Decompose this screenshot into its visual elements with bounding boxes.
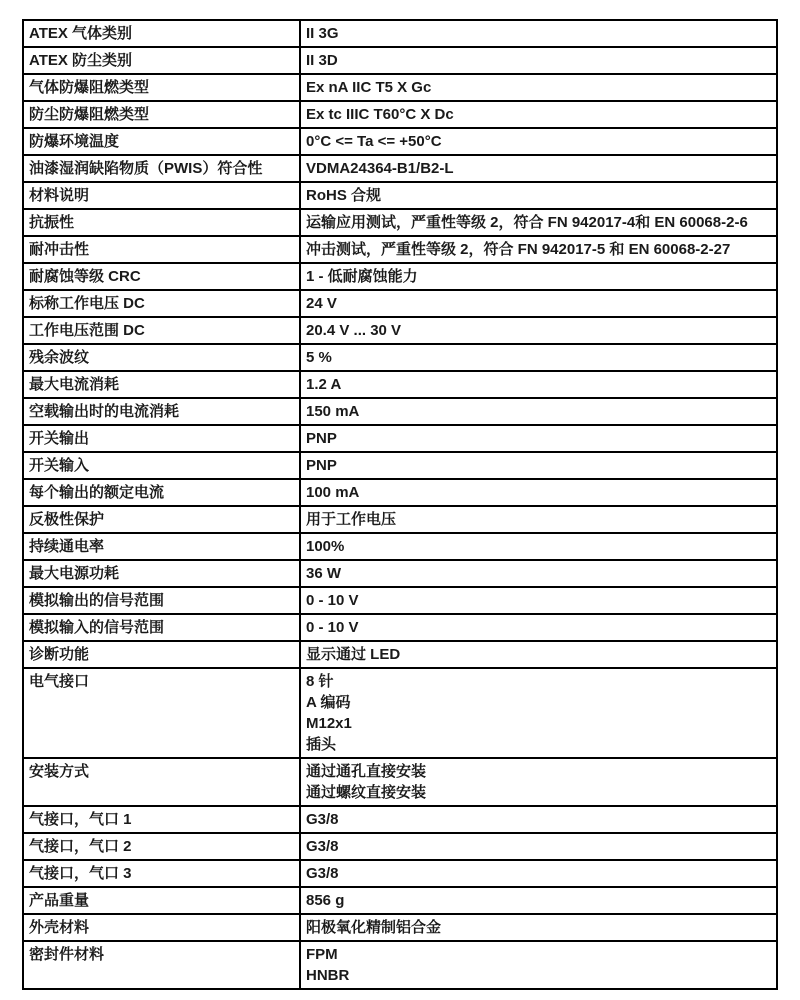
spec-value bbox=[300, 317, 777, 344]
spec-row bbox=[23, 887, 777, 914]
spec-label-text: 密封件材料 bbox=[29, 946, 105, 963]
spec-value-line: FPM bbox=[306, 946, 338, 963]
spec-value-line: 阳极氧化精制铝合金 bbox=[306, 919, 442, 936]
spec-label-text: 模拟输出的信号范围 bbox=[29, 592, 165, 609]
spec-row bbox=[23, 533, 777, 560]
spec-label-text: 残余波纹 bbox=[29, 349, 90, 366]
spec-table bbox=[22, 19, 778, 990]
spec-value bbox=[300, 101, 777, 128]
spec-row bbox=[23, 614, 777, 641]
spec-label bbox=[23, 209, 300, 236]
spec-label bbox=[23, 806, 300, 833]
spec-value-line: 36 W bbox=[306, 565, 342, 582]
spec-row bbox=[23, 182, 777, 209]
spec-value-line: RoHS 合规 bbox=[306, 187, 382, 204]
spec-row bbox=[23, 128, 777, 155]
spec-label bbox=[23, 506, 300, 533]
spec-label-text: 工作电压范围 DC bbox=[29, 322, 145, 339]
spec-row bbox=[23, 20, 777, 47]
spec-label-text: 开关输入 bbox=[29, 457, 90, 474]
spec-value bbox=[300, 182, 777, 209]
spec-label-text: 耐冲击性 bbox=[29, 241, 90, 258]
spec-row bbox=[23, 317, 777, 344]
spec-value bbox=[300, 452, 777, 479]
spec-value bbox=[300, 155, 777, 182]
spec-value bbox=[300, 479, 777, 506]
spec-row bbox=[23, 668, 777, 758]
spec-label bbox=[23, 398, 300, 425]
spec-label-text: 电气接口 bbox=[29, 673, 90, 690]
spec-value bbox=[300, 20, 777, 47]
spec-row bbox=[23, 914, 777, 941]
spec-row bbox=[23, 263, 777, 290]
spec-label-text: 抗振性 bbox=[29, 214, 75, 231]
spec-label-text: 最大电源功耗 bbox=[29, 565, 120, 582]
spec-row bbox=[23, 806, 777, 833]
spec-table-body bbox=[23, 20, 777, 989]
spec-label-text: 反极性保护 bbox=[29, 511, 105, 528]
spec-row bbox=[23, 479, 777, 506]
spec-label bbox=[23, 290, 300, 317]
spec-label bbox=[23, 20, 300, 47]
spec-label bbox=[23, 641, 300, 668]
spec-label bbox=[23, 344, 300, 371]
spec-row bbox=[23, 860, 777, 887]
spec-label bbox=[23, 479, 300, 506]
spec-row bbox=[23, 74, 777, 101]
spec-label-text: 气体防爆阻燃类型 bbox=[29, 79, 150, 96]
spec-label-text: 持续通电率 bbox=[29, 538, 105, 555]
spec-value bbox=[300, 560, 777, 587]
spec-value bbox=[300, 209, 777, 236]
spec-value-line: 20.4 V ... 30 V bbox=[306, 322, 402, 339]
spec-value bbox=[300, 806, 777, 833]
spec-value bbox=[300, 506, 777, 533]
spec-label bbox=[23, 236, 300, 263]
spec-label-text: 气接口，气口 1 bbox=[29, 811, 132, 828]
spec-value-line: 100 mA bbox=[306, 484, 360, 501]
spec-label-text: 油漆湿润缺陷物质（PWIS）符合性 bbox=[29, 160, 263, 177]
spec-label-text: 空载输出时的电流消耗 bbox=[29, 403, 180, 420]
spec-row bbox=[23, 641, 777, 668]
spec-value-line: PNP bbox=[306, 457, 337, 474]
spec-value-line: HNBR bbox=[306, 967, 350, 984]
spec-value bbox=[300, 47, 777, 74]
spec-row bbox=[23, 371, 777, 398]
spec-label bbox=[23, 860, 300, 887]
spec-label bbox=[23, 533, 300, 560]
spec-row bbox=[23, 425, 777, 452]
spec-label bbox=[23, 155, 300, 182]
spec-value-line: 冲击测试，严重性等级 2，符合 FN 942017-5 和 EN 60068-2-27 bbox=[306, 241, 731, 258]
spec-label bbox=[23, 560, 300, 587]
spec-value-line: 5 % bbox=[306, 349, 332, 366]
spec-label bbox=[23, 668, 300, 758]
spec-value-line: VDMA24364-B1/B2-L bbox=[306, 160, 454, 177]
spec-label-text: 每个输出的额定电流 bbox=[29, 484, 165, 501]
spec-value bbox=[300, 74, 777, 101]
spec-value-line: G3/8 bbox=[306, 838, 339, 855]
spec-label bbox=[23, 758, 300, 806]
spec-label bbox=[23, 833, 300, 860]
spec-value-line: 0°C <= Ta <= +50°C bbox=[306, 133, 442, 150]
spec-value-line: M12x1 bbox=[306, 715, 352, 732]
spec-value bbox=[300, 344, 777, 371]
spec-value bbox=[300, 290, 777, 317]
spec-label bbox=[23, 452, 300, 479]
spec-value bbox=[300, 887, 777, 914]
spec-label-text: 防爆环境温度 bbox=[29, 133, 120, 150]
spec-value-line: 24 V bbox=[306, 295, 337, 312]
spec-label-text: 最大电流消耗 bbox=[29, 376, 120, 393]
spec-label bbox=[23, 182, 300, 209]
spec-value bbox=[300, 833, 777, 860]
spec-value-line: Ex nA IIC T5 X Gc bbox=[306, 79, 432, 96]
spec-label-text: 诊断功能 bbox=[29, 646, 90, 663]
spec-value bbox=[300, 941, 777, 989]
spec-value-line: 100% bbox=[306, 538, 345, 555]
spec-label bbox=[23, 914, 300, 941]
spec-row bbox=[23, 452, 777, 479]
spec-row bbox=[23, 587, 777, 614]
spec-value bbox=[300, 641, 777, 668]
spec-row bbox=[23, 155, 777, 182]
spec-value bbox=[300, 614, 777, 641]
spec-label bbox=[23, 74, 300, 101]
spec-label bbox=[23, 47, 300, 74]
spec-label bbox=[23, 101, 300, 128]
spec-value-line: 用于工作电压 bbox=[306, 511, 397, 528]
spec-label-text: 模拟输入的信号范围 bbox=[29, 619, 165, 636]
spec-label-text: ATEX 气体类别 bbox=[29, 25, 133, 42]
spec-value-line: 150 mA bbox=[306, 403, 360, 420]
spec-row bbox=[23, 344, 777, 371]
spec-row bbox=[23, 758, 777, 806]
spec-value-line: 8 针 bbox=[306, 673, 334, 690]
spec-value bbox=[300, 398, 777, 425]
spec-label bbox=[23, 263, 300, 290]
spec-value-line: 0 - 10 V bbox=[306, 619, 359, 636]
spec-label-text: 气接口，气口 2 bbox=[29, 838, 132, 855]
spec-row bbox=[23, 833, 777, 860]
spec-value-line: II 3D bbox=[306, 52, 338, 69]
spec-label bbox=[23, 941, 300, 989]
spec-row bbox=[23, 101, 777, 128]
spec-value bbox=[300, 371, 777, 398]
spec-value-line: G3/8 bbox=[306, 811, 339, 828]
spec-row bbox=[23, 209, 777, 236]
spec-value bbox=[300, 668, 777, 758]
spec-label-text: 产品重量 bbox=[29, 892, 90, 909]
spec-value-line: G3/8 bbox=[306, 865, 339, 882]
spec-row bbox=[23, 560, 777, 587]
spec-label-text: ATEX 防尘类别 bbox=[29, 52, 133, 69]
spec-label-text: 防尘防爆阻燃类型 bbox=[29, 106, 150, 123]
spec-value-line: 显示通过 LED bbox=[306, 646, 401, 663]
spec-label-text: 气接口，气口 3 bbox=[29, 865, 132, 882]
spec-value bbox=[300, 128, 777, 155]
spec-value bbox=[300, 533, 777, 560]
spec-value bbox=[300, 587, 777, 614]
spec-label bbox=[23, 614, 300, 641]
spec-value-line: II 3G bbox=[306, 25, 339, 42]
spec-label-text: 材料说明 bbox=[29, 187, 90, 204]
spec-value-line: 856 g bbox=[306, 892, 345, 909]
spec-row bbox=[23, 506, 777, 533]
spec-value bbox=[300, 758, 777, 806]
spec-value bbox=[300, 425, 777, 452]
spec-value-line: 1 - 低耐腐蚀能力 bbox=[306, 268, 418, 285]
spec-label bbox=[23, 425, 300, 452]
spec-label bbox=[23, 371, 300, 398]
spec-label bbox=[23, 317, 300, 344]
spec-label bbox=[23, 128, 300, 155]
spec-label-text: 耐腐蚀等级 CRC bbox=[29, 268, 141, 285]
spec-value-line: A 编码 bbox=[306, 694, 351, 711]
spec-value-line: 通过螺纹直接安装 bbox=[306, 784, 427, 801]
spec-value-line: 运输应用测试，严重性等级 2，符合 FN 942017-4和 EN 60068-2-6 bbox=[306, 214, 748, 231]
spec-label-text: 标称工作电压 DC bbox=[29, 295, 145, 312]
spec-label-text: 外壳材料 bbox=[29, 919, 90, 936]
spec-row bbox=[23, 236, 777, 263]
spec-value-line: 插头 bbox=[306, 736, 337, 753]
spec-value-line: 1.2 A bbox=[306, 376, 342, 393]
spec-label bbox=[23, 587, 300, 614]
spec-label-text: 安装方式 bbox=[29, 763, 90, 780]
spec-value bbox=[300, 236, 777, 263]
spec-value bbox=[300, 860, 777, 887]
spec-value-line: 通过通孔直接安装 bbox=[306, 763, 427, 780]
spec-label-text: 开关输出 bbox=[29, 430, 90, 447]
spec-value-line: Ex tc IIIC T60°C X Dc bbox=[306, 106, 454, 123]
spec-row bbox=[23, 941, 777, 989]
spec-row bbox=[23, 290, 777, 317]
spec-row bbox=[23, 398, 777, 425]
spec-row bbox=[23, 47, 777, 74]
spec-value bbox=[300, 914, 777, 941]
spec-value-line: PNP bbox=[306, 430, 337, 447]
spec-label bbox=[23, 887, 300, 914]
spec-value-line: 0 - 10 V bbox=[306, 592, 359, 609]
spec-value bbox=[300, 263, 777, 290]
